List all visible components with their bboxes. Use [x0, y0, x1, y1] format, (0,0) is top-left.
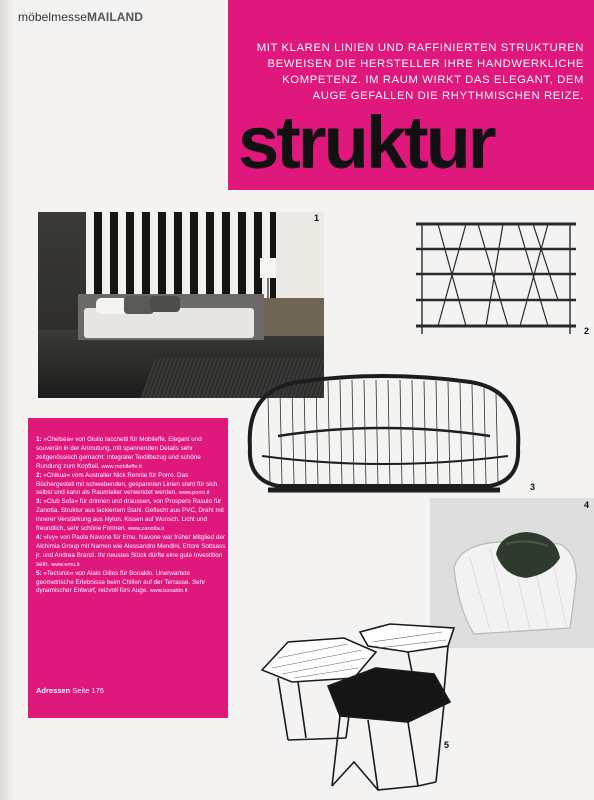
- page-title: struktur: [238, 101, 494, 184]
- page-gutter-shadow: [0, 0, 14, 800]
- caption-number: 3:: [36, 498, 42, 506]
- figure-number-3: 3: [530, 482, 536, 492]
- figure-number-2: 2: [584, 326, 590, 336]
- caption-item: [36, 498, 226, 534]
- caption-number: 2:: [36, 471, 42, 479]
- caption-item: [36, 436, 226, 472]
- intro-text: MIT KLAREN LINIEN UND RAFFINIERTEN STRUKTUREN BEWEISEN DIE HERSTELLER IHRE HANDWERKLICHE KOMPETENZ. IM RAUM WIRKT DAS ELEGANT, DEM AUGE GEFALLEN DIE RHYTHMISCHEN REIZE.: [256, 42, 584, 102]
- caption-url: www.emu.it: [51, 561, 80, 568]
- addresses-reference: [36, 686, 104, 695]
- caption-item: [36, 570, 226, 597]
- caption-text: »Chelsea« von Giulio Iacchetti für Mobileffe. Elegant und souverän in der Anmutung, mit spannenden Details sehr zeitgenössisch gemacht: Integraler Textilbezug und schöne Rundung zum Kopfteil.: [36, 436, 202, 470]
- caption-text: »Ivy« von Paola Navone für Emu. Navone war früher Mitglied der Alchimia Group mit Namen wie Alessandro Mendini, Ettore Sottsass jr. und Andrea Branzi. Ihr neustes Stück dürfte eine gute Investition sein.: [36, 533, 226, 568]
- figure-number-4: 4: [584, 500, 590, 510]
- caption-text: »Chikua« vom Australier Nick Rennie für Porro. Das Büchergestell mit schwebenden, gespannten Linien steht für sich selbst und kann als Raumteiler verwendet werden.: [36, 471, 218, 497]
- photo-tables-tectonic: [258, 622, 458, 794]
- caption-panel: [28, 418, 228, 718]
- photo-bed-chelsea: [38, 212, 324, 398]
- lamp-stem: [267, 278, 269, 298]
- masthead: [18, 10, 143, 24]
- caption-item: [36, 472, 226, 499]
- caption-text: »Club Sofa« für drinnen und draussen, von Prospero Rasulo für Zanotta. Struktur aus lackiertem Stahl. Geflecht aus PVC, Draht mit innerer Verstärkung aus Nylon. Kissen auf Wunsch. Licht und freundlich, sehr schöne Formen.: [36, 498, 224, 533]
- masthead-city: MAILAND: [87, 10, 144, 24]
- caption-number: 1:: [36, 436, 42, 443]
- caption-url: www.zanotta.it: [128, 526, 165, 533]
- pillow: [150, 296, 180, 312]
- caption-url: www.porro.it: [178, 490, 210, 497]
- photo-sofa-club: [238, 372, 528, 500]
- addresses-page: Seite 176: [72, 686, 104, 695]
- lamp-shade: [260, 258, 276, 278]
- caption-text: »Tectonic« von Alain Gilles für Bonaldo. Unerwartete geometrische Erlebnisse beim Chillen auf der Terrasse. Sehr dynamischer Entwurf, reizvoll fürs Auge.: [36, 569, 206, 595]
- caption-number: 4:: [36, 533, 42, 541]
- addresses-label: Adressen: [36, 686, 71, 695]
- caption-number: 5:: [36, 569, 42, 577]
- caption-url: www.mobileffe.it: [101, 463, 142, 470]
- figure-number-1: 1: [314, 213, 320, 223]
- caption-url: www.bonaldo.it: [149, 588, 188, 595]
- masthead-section: möbelmesse: [18, 10, 88, 24]
- caption-list: [36, 436, 226, 596]
- caption-item: [36, 534, 226, 570]
- photo-shelf-chikua: [408, 216, 584, 340]
- header-panel: [228, 0, 594, 190]
- figure-number-5: 5: [444, 740, 450, 750]
